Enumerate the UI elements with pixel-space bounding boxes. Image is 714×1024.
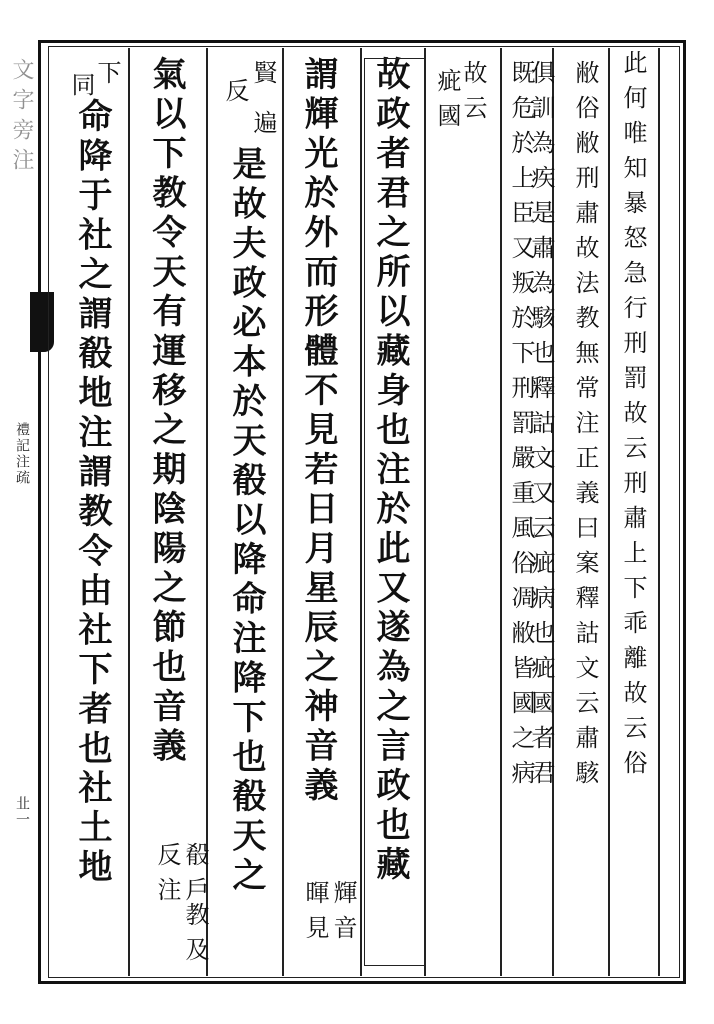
pronunciation-note-5: 教及 [181, 902, 209, 972]
commentary-column-4: 既危於上臣又叛於下刑罰嚴重風俗凋敝皆國之病 [507, 60, 535, 795]
note-tong: 同 [67, 72, 95, 107]
commentary-column-5b: 疵國 [433, 68, 461, 138]
commentary-column-2: 敝俗敝刑肅故法教無常注正義曰案釋詁文云肅駭 [571, 60, 599, 795]
column-rule [658, 48, 660, 976]
boxed-column [364, 58, 426, 966]
note-fan: 反 [221, 78, 249, 113]
main-text-column-9: 氣以下教令天有運移之期陰陽之節也音義 [146, 56, 186, 767]
book-title: 禮記注疏 [14, 422, 30, 486]
main-text-column-8: 是故夫政必本於天殽以降命注降下也殽天之 [226, 146, 266, 897]
column-rule [282, 48, 284, 976]
commentary-column-1: 此何唯知暴怒急行刑罰故云刑肅上下乖離故云俗 [619, 50, 647, 785]
main-text-column-6: 故政者君之所以藏身也注於此又遂為之言政也藏 [370, 56, 410, 886]
left-margin [0, 0, 38, 1024]
main-text-column-7: 謂輝光於外而形體不見若日月星辰之神音義 [298, 56, 338, 807]
column-rule [608, 48, 610, 976]
note-xian: 賢 [249, 60, 277, 95]
note-xia: 下 [93, 60, 121, 95]
pronunciation-note-4: 反注 [153, 842, 181, 912]
column-rule [360, 48, 362, 976]
column-rule [206, 48, 208, 976]
pronunciation-note-2: 暉見 [301, 880, 329, 950]
column-rule [128, 48, 130, 976]
note-bian: 遍 [249, 110, 277, 145]
commentary-column-5a: 故云 [459, 60, 487, 130]
spine-text: 文字旁注 [9, 58, 34, 178]
main-text-column-10: 命降于社之謂殽地注謂教令由社下者也社土地 [72, 98, 112, 888]
pronunciation-note-1: 輝音 [329, 880, 357, 950]
pronunciation-note-3: 殽戶 [181, 842, 209, 912]
column-rule [500, 48, 502, 976]
page-number: 㐀一 [14, 796, 30, 828]
commentary-column-3: 俱訓為疾是肅為駭也釋詁文又云疵病也疵國者君 [527, 60, 555, 795]
